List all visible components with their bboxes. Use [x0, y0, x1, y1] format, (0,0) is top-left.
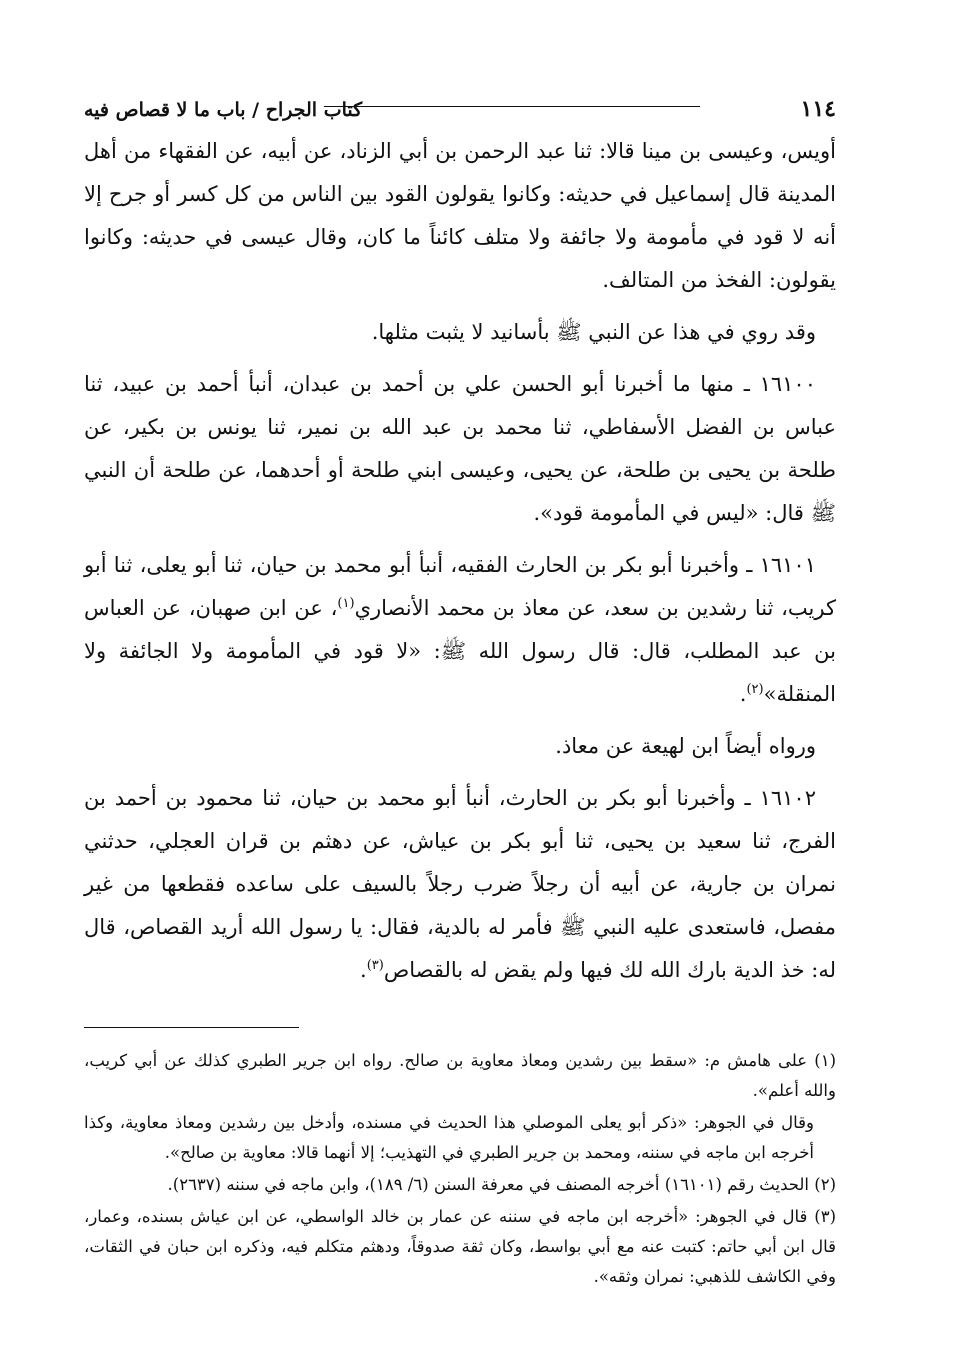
- page-number: ١١٤: [800, 96, 836, 122]
- paragraph-1: أويس، وعيسى بن مينا قالا: ثنا عبد الرحمن بن أبي الزناد، عن أبيه، عن الفقهاء من أهل المدينة قال إسماعيل في حديثه: وكانوا يقولون القود بين الناس من كل كسر أو جرح إلا أنه لا قود في مأمومة ولا جائفة ولا متلف كائناً ما كان، وقال عيسى في حديثه: وكانوا يقولون: الفخذ من المتالف.: [84, 139, 836, 292]
- footnote-1-continued: وقال في الجوهر: «ذكر أبو يعلى الموصلي هذا الحديث في مسنده، وأدخل بين رشدين ومعاذ معاوية، وكذا أخرجه ابن ماجه في سننه، ومحمد بن جرير الطبري في التهذيب؛ إلا أنهما قالا: معاوية بن صالح».: [84, 1113, 814, 1162]
- footnote-3: (٣) قال في الجوهر: «أخرجه ابن ماجه في سننه عن عمار بن خالد الواسطي، عن ابن عياش بسنده، وعمار، قال ابن أبي حاتم: كتبت عنه مع أبي بواسط، وكان ثقة صدوقاً، ودهثم متكلم فيه، وذكره ابن حبان في الثقات، وفي الكاشف للذهبي: نمران وثقه».: [84, 1207, 836, 1286]
- hadith-16102-text: ١٦١٠٢ ـ وأخبرنا أبو بكر بن الحارث، أنبأ أبو محمد بن حيان، ثنا محمود بن أحمد بن الفرج، ثنا سعيد بن يحيى، ثنا أبو بكر بن عياش، عن دهثم بن قران العجلي، حدثني نمران بن جارية، عن أبيه أن رجلاً ضرب رجلاً بالسيف على ساعده فقطعها من غير مفصل، فاستعدى عليه النبي ﷺ فأمر له بالدية، فقال: يا رسول الله أريد القصاص، قال له: خذ الدية بارك الله لك فيها ولم يقض له بالقصاص: [84, 786, 836, 982]
- hadith-16100: ١٦١٠٠ ـ منها ما أخبرنا أبو الحسن علي بن أحمد بن عبدان، أنبأ أحمد بن عبيد، ثنا عباس بن الفضل الأسفاطي، ثنا محمد بن عبد الله بن نمير، ثنا يونس بن بكير، عن طلحة بن يحيى بن طلحة، عن يحيى، وعيسى ابني طلحة أو أحدهما، عن طلحة أن النبي ﷺ قال: «ليس في المأمومة قود».: [84, 372, 836, 525]
- page-header: [84, 86, 836, 120]
- running-title: كتاب الجراح / باب ما لا قصاص فيه: [84, 99, 363, 121]
- footnotes: [84, 1046, 836, 1292]
- hadith-16102: [84, 777, 836, 992]
- hadith-16101-text-b: ، عن ابن صهبان، عن العباس بن عبد المطلب، قال: قال رسول الله ﷺ: «لا قود في المأمومة ولا الجائفة ولا المنقلة»: [84, 596, 836, 706]
- footnote-ref-3: (٣): [366, 958, 384, 973]
- header-rule: [324, 106, 700, 107]
- paragraph-2: وقد روي في هذا عن النبي ﷺ بأسانيد لا يثبت مثلها.: [371, 320, 816, 344]
- footnote-rule: [84, 1027, 299, 1028]
- hadith-16101: [84, 544, 836, 716]
- book-page: [84, 86, 836, 1294]
- main-text: [84, 130, 836, 992]
- hadith-16101-end: .: [739, 682, 747, 706]
- footnote-1: (١) على هامش م: «سقط بين رشدين ومعاذ معاوية بن صالح. رواه ابن جرير الطبري كذلك عن أبي كريب، والله أعلم».: [84, 1051, 836, 1100]
- footnote-2: (٢) الحديث رقم (١٦١٠١) أخرجه المصنف في معرفة السنن (٦/ ١٨٩)، وابن ماجه في سننه (٢٦٣٧).: [167, 1175, 836, 1194]
- footnote-ref-1: (١): [337, 596, 355, 611]
- hadith-16101-text-a: ١٦١٠١ ـ وأخبرنا أبو بكر بن الحارث الفقيه، أنبأ أبو محمد بن حيان، ثنا أبو يعلى، ثنا أبو كريب، ثنا رشدين بن سعد، عن معاذ بن محمد الأنصاري: [84, 553, 836, 620]
- footnote-ref-2: (٢): [746, 682, 764, 697]
- paragraph-5: ورواه أيضاً ابن لهيعة عن معاذ.: [555, 734, 816, 758]
- hadith-16102-end: .: [360, 958, 367, 982]
